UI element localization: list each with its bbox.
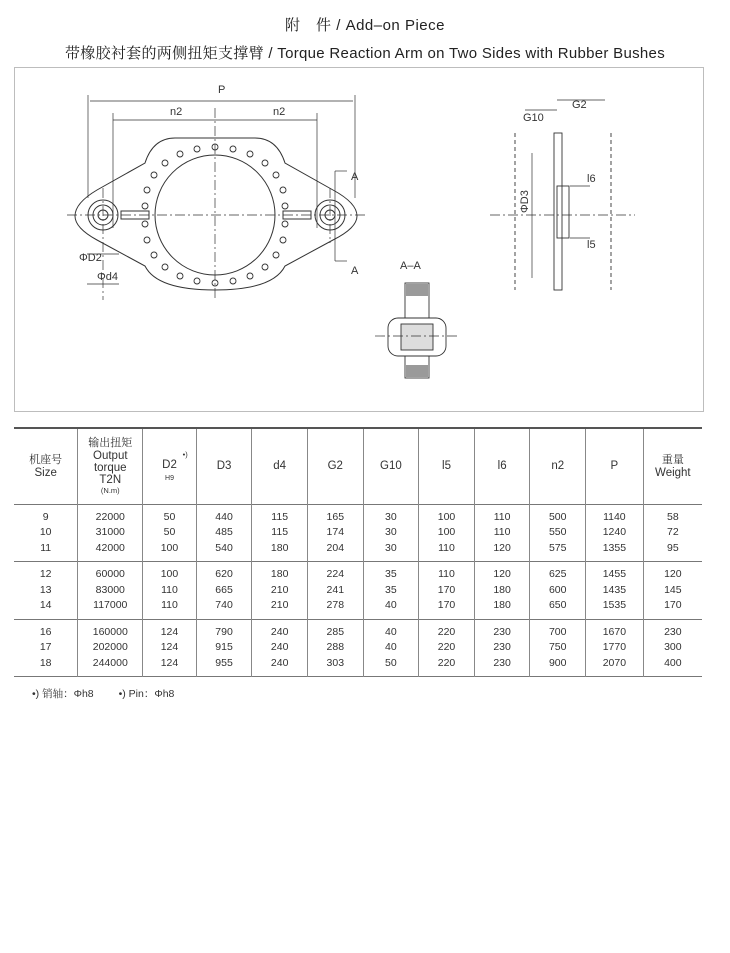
cell-d3: 955	[196, 656, 252, 677]
cell-l5: 170	[419, 583, 475, 599]
cell-weight: 400	[643, 656, 702, 677]
cell-g10: 30	[363, 504, 419, 525]
cell-d2: 124	[143, 656, 197, 677]
label-n2-left: n2	[170, 106, 183, 118]
table-row	[14, 598, 702, 619]
cell-l6: 230	[474, 619, 530, 640]
cell-l5: 100	[419, 504, 475, 525]
cell-l6: 180	[474, 583, 530, 599]
cell-l5: 100	[419, 525, 475, 541]
cell-weight: 72	[643, 525, 702, 541]
table-row	[14, 541, 702, 562]
header-size-cn: 机座号	[29, 453, 63, 466]
cell-weight: 300	[643, 640, 702, 656]
cell-d4: 210	[252, 583, 308, 599]
cell-l6: 110	[474, 504, 530, 525]
cell-size: 13	[39, 583, 52, 596]
header-torque	[78, 428, 143, 504]
side-view	[490, 100, 635, 290]
header-weight-cn: 重量	[661, 453, 684, 466]
cell-torque: 22000	[78, 504, 143, 525]
table-row	[14, 562, 702, 583]
header-n2: n2	[530, 428, 586, 504]
cell-d3: 485	[196, 525, 252, 541]
cell-n2: 750	[530, 640, 586, 656]
cell-g10: 30	[363, 541, 419, 562]
header-d4: d4	[252, 428, 308, 504]
cell-n2: 575	[530, 541, 586, 562]
cell-g10: 40	[363, 640, 419, 656]
cell-weight: 58	[643, 504, 702, 525]
cell-size: 17	[39, 641, 52, 653]
cell-l5: 220	[419, 619, 475, 640]
header-torque-symbol: T2N	[99, 474, 122, 487]
drawing-svg	[15, 68, 703, 411]
page-subtitle	[0, 42, 730, 63]
table-group-1	[14, 504, 702, 562]
cell-d2: 124	[143, 619, 197, 640]
header-torque-en2: torque	[93, 462, 127, 475]
cell-d4: 210	[252, 598, 308, 619]
cell-d2: 124	[143, 640, 197, 656]
header-torque-unit: (N.m)	[100, 486, 120, 496]
cell-d2: 110	[143, 583, 197, 599]
cell-weight: 120	[643, 562, 702, 583]
cell-weight: 170	[643, 598, 702, 619]
cell-torque: 202000	[78, 640, 143, 656]
subtitle-cn: 带橡胶衬套的两侧扭矩支撑臂	[64, 45, 264, 62]
cell-g2: 278	[307, 598, 363, 619]
label-d4: Φd4	[97, 271, 119, 283]
cell-p: 1535	[586, 598, 644, 619]
label-g2: G2	[572, 99, 587, 111]
header-p: P	[586, 428, 644, 504]
header-torque-cn: 输出扭矩	[88, 437, 133, 450]
cell-n2: 650	[530, 598, 586, 619]
cell-g10: 40	[363, 598, 419, 619]
cell-n2: 500	[530, 504, 586, 525]
cell-p: 1770	[586, 640, 644, 656]
table-group-3	[14, 619, 702, 677]
cell-d3: 440	[196, 504, 252, 525]
cell-d3: 665	[196, 583, 252, 599]
cell-d4: 180	[252, 541, 308, 562]
cell-g2: 303	[307, 656, 363, 677]
cell-g2: 204	[307, 541, 363, 562]
cell-p: 1240	[586, 525, 644, 541]
cell-torque: 117000	[78, 598, 143, 619]
cell-l6: 230	[474, 640, 530, 656]
label-d2: ΦD2	[79, 252, 102, 264]
header-size	[14, 428, 78, 504]
cell-d4: 180	[252, 562, 308, 583]
table-row	[14, 504, 702, 525]
cell-g10: 40	[363, 619, 419, 640]
header-d2-label: D2	[162, 459, 177, 472]
cell-l5: 170	[419, 598, 475, 619]
cell-torque: 42000	[78, 541, 143, 562]
cell-torque: 60000	[78, 562, 143, 583]
cell-d2: 100	[143, 562, 197, 583]
cell-torque: 31000	[78, 525, 143, 541]
cell-weight: 95	[643, 541, 702, 562]
table-row	[14, 619, 702, 640]
cell-g10: 35	[363, 583, 419, 599]
cell-size: 12	[39, 568, 52, 580]
footnote-cn: •) 销轴：Φh8	[32, 688, 94, 700]
cell-l5: 220	[419, 640, 475, 656]
header-g10: G10	[363, 428, 419, 504]
label-a-bottom: A	[351, 265, 359, 277]
cell-p: 1455	[586, 562, 644, 583]
label-p: P	[218, 84, 226, 96]
cell-l6: 120	[474, 541, 530, 562]
cell-p: 1435	[586, 583, 644, 599]
title-cn: 附 件	[285, 17, 332, 34]
header-torque-en1: Output	[93, 450, 128, 463]
cell-n2: 600	[530, 583, 586, 599]
header-d3: D3	[196, 428, 252, 504]
cell-size: 9	[42, 510, 49, 523]
cell-p: 1140	[586, 504, 644, 525]
label-g10: G10	[523, 112, 544, 124]
technical-drawing	[14, 67, 704, 412]
title-separator: /	[331, 17, 346, 34]
cell-d2: 110	[143, 598, 197, 619]
label-n2-right: n2	[273, 106, 286, 118]
cell-l6: 230	[474, 656, 530, 677]
table-row	[14, 525, 702, 541]
footnote	[32, 686, 196, 701]
cell-d2: 50	[143, 504, 197, 525]
cell-torque: 160000	[78, 619, 143, 640]
header-size-en: Size	[34, 466, 57, 479]
cell-n2: 625	[530, 562, 586, 583]
cell-g2: 165	[307, 504, 363, 525]
cell-d4: 115	[252, 525, 308, 541]
cell-g10: 35	[363, 562, 419, 583]
page-title	[0, 14, 730, 35]
cell-weight: 145	[643, 583, 702, 599]
header-weight	[643, 428, 702, 504]
subtitle-en: Torque Reaction Arm on Two Sides with Rubber Bushes	[277, 45, 666, 62]
cell-g2: 224	[307, 562, 363, 583]
cell-d3: 620	[196, 562, 252, 583]
cell-size: 14	[39, 599, 52, 611]
cell-torque: 83000	[78, 583, 143, 599]
cell-d3: 790	[196, 619, 252, 640]
cell-weight: 230	[643, 619, 702, 640]
label-section: A–A	[400, 260, 421, 272]
cell-d3: 740	[196, 598, 252, 619]
cell-n2: 700	[530, 619, 586, 640]
cell-g2: 174	[307, 525, 363, 541]
table-row	[14, 583, 702, 599]
table-row	[14, 656, 702, 677]
cell-torque: 244000	[78, 656, 143, 677]
cell-n2: 900	[530, 656, 586, 677]
cell-p: 1355	[586, 541, 644, 562]
cell-g2: 285	[307, 619, 363, 640]
cell-p: 1670	[586, 619, 644, 640]
cell-d4: 240	[252, 619, 308, 640]
cell-n2: 550	[530, 525, 586, 541]
label-l6: l6	[587, 173, 596, 185]
header-l5: l5	[419, 428, 475, 504]
cell-l6: 120	[474, 562, 530, 583]
header-g2: G2	[307, 428, 363, 504]
cell-d2: 100	[143, 541, 197, 562]
table-header-row	[14, 428, 702, 504]
header-d2-mark: •)	[182, 450, 188, 460]
cell-d2: 50	[143, 525, 197, 541]
cell-g2: 288	[307, 640, 363, 656]
cell-size: 18	[39, 656, 52, 669]
section-view	[375, 283, 460, 378]
cell-l5: 110	[419, 541, 475, 562]
cell-d3: 915	[196, 640, 252, 656]
cell-d4: 240	[252, 656, 308, 677]
cell-l5: 110	[419, 562, 475, 583]
cell-g2: 241	[307, 583, 363, 599]
header-weight-en: Weight	[655, 466, 691, 479]
cell-l6: 110	[474, 525, 530, 541]
cell-d4: 115	[252, 504, 308, 525]
footnote-en: •) Pin：Φh8	[118, 688, 175, 700]
subtitle-separator: /	[263, 45, 278, 62]
header-d2-tolerance: H9	[165, 475, 174, 483]
header-d2	[143, 428, 197, 504]
specification-table	[14, 427, 702, 677]
label-d3: ΦD3	[519, 190, 531, 213]
table-group-2	[14, 562, 702, 620]
cell-p: 2070	[586, 656, 644, 677]
cell-size: 16	[39, 625, 52, 638]
cell-l6: 180	[474, 598, 530, 619]
title-en: Add–on Piece	[345, 17, 445, 34]
header-l6: l6	[474, 428, 530, 504]
label-l5: l5	[587, 239, 596, 251]
cell-d3: 540	[196, 541, 252, 562]
cell-l5: 220	[419, 656, 475, 677]
cell-d4: 240	[252, 640, 308, 656]
cell-size: 10	[39, 526, 52, 538]
cell-size: 11	[40, 541, 52, 554]
cell-g10: 30	[363, 525, 419, 541]
cell-g10: 50	[363, 656, 419, 677]
label-a-top: A	[351, 171, 359, 183]
table-row	[14, 640, 702, 656]
